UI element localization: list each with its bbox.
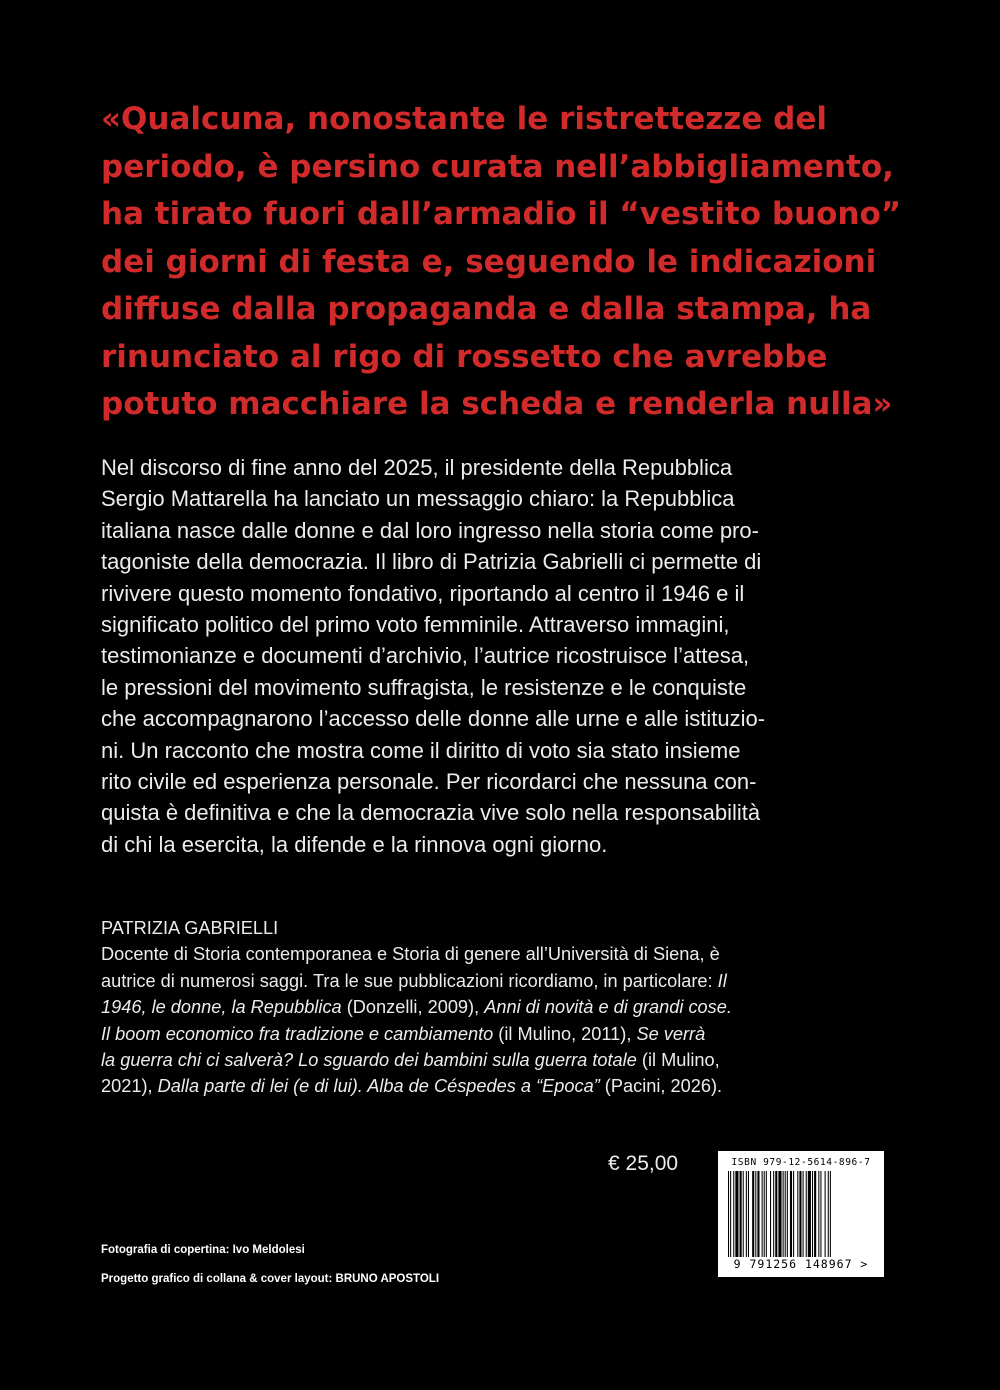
barcode-bar [799, 1171, 801, 1261]
barcode-bar [733, 1171, 734, 1261]
isbn-barcode [718, 1151, 884, 1277]
barcode-bar [830, 1171, 831, 1261]
description-line: di chi la esercita, la difende e la rinnova ogni giorno. [101, 831, 608, 857]
bio-line: 2021), Dalla parte di lei (e di lui). Alba de Céspedes a “Epoca” (Pacini, 2026). [101, 1076, 723, 1097]
bio-line: autrice di numerosi saggi. Tra le sue pubblicazioni ricordiamo, in particolare: Il [101, 970, 727, 991]
author-bio [101, 915, 901, 1100]
barcode-bar [770, 1171, 771, 1261]
bio-line: la guerra chi ci salverà? Lo sguardo dei bambini sulla guerra totale (il Mulino, [101, 1050, 720, 1071]
quote-line: «Qualcuna, nonostante le ristrettezze del [101, 101, 827, 137]
quote-line: periodo, è persino curata nell’abbigliamento, [101, 148, 894, 185]
description-line: che accompagnarono l’accesso delle donne alle urne e alle istituzio- [101, 706, 766, 732]
bio-line: 1946, le donne, la Repubblica (Donzelli, 2009), Anni di novità e di grandi cose. [101, 997, 732, 1018]
description-line: significato politico del primo voto femminile. Attraverso immagini, [101, 612, 730, 638]
barcode-bar [803, 1171, 804, 1261]
barcode-bar [728, 1171, 729, 1261]
bio-line: Docente di Storia contemporanea e Storia di genere all’Università di Siena, è [101, 944, 720, 965]
barcode-bar [740, 1171, 742, 1261]
barcode-bar [812, 1171, 813, 1261]
barcode-bar [797, 1171, 798, 1261]
description-line: rito civile ed esperienza personale. Per ricordarci che nessuna con- [101, 769, 757, 795]
quote-line: potuto macchiare la scheda e renderla nulla» [101, 386, 893, 422]
barcode-bar [762, 1171, 763, 1261]
quote-line: dei giorni di festa e, seguendo le indicazioni [101, 243, 877, 280]
description-line: italiana nasce dalle donne e dal loro ingresso nella storia come pro- [101, 517, 759, 543]
barcode-bar [755, 1171, 756, 1261]
barcode-bar [775, 1171, 777, 1261]
barcode-bar [764, 1171, 765, 1261]
barcode-bar [820, 1171, 821, 1261]
quote-line: diffuse dalla propaganda e dalla stampa, ha [101, 291, 872, 327]
description-line: Nel discorso di fine anno del 2025, il presidente della Repubblica [101, 455, 733, 480]
photo-credit: Fotografia di copertina: Ivo Meldolesi [101, 1244, 305, 1256]
description-line: rivivere questo momento fondativo, riportando al centro il 1946 e il [101, 580, 745, 606]
barcode-bar [814, 1171, 816, 1261]
barcode-bar [787, 1171, 788, 1261]
barcode-bar [783, 1171, 784, 1261]
price-label: € 25,00 [608, 1152, 679, 1175]
description-line: ni. Un racconto che mostra come il diritto di voto sia stato insieme [101, 737, 741, 763]
barcode-bar [752, 1171, 754, 1261]
barcode-bar [757, 1171, 759, 1261]
design-credit: Progetto grafico di collana & cover layout: BRUNO APOSTOLI [101, 1273, 440, 1285]
author-name: PATRIZIA GABRIELLI [101, 918, 279, 938]
barcode-bar [746, 1171, 747, 1261]
barcode-bar [743, 1171, 744, 1261]
barcode-bar [806, 1171, 807, 1261]
barcode-bar [735, 1171, 738, 1261]
barcode-bar [828, 1171, 829, 1261]
barcode-bar [793, 1171, 794, 1261]
description-line: tagoniste della democrazia. Il libro di Patrizia Gabrielli ci permette di [101, 549, 762, 575]
isbn-text: ISBN 979-12-5614-896-7 [731, 1157, 871, 1168]
barcode-bar [766, 1171, 767, 1261]
quote-line: rinunciato al rigo di rossetto che avrebbe [101, 338, 828, 375]
barcode-bar [785, 1171, 786, 1261]
description-line: Sergio Mattarella ha lanciato un messaggio chiaro: la Repubblica [101, 486, 735, 512]
description-line: quista è definitiva e che la democrazia vive solo nella responsabilità [101, 800, 761, 826]
description-line: le pressioni del movimento suffragista, le resistenze e le conquiste [101, 674, 747, 700]
bio-line: Il boom economico fra tradizione e cambiamento (il Mulino, 2011), Se verrà [101, 1023, 706, 1044]
barcode-bar [825, 1171, 826, 1261]
ean-digits: 9 791256 148967 > [718, 1257, 884, 1271]
quote-line: ha tirato fuori dall’armadio il “vestito buono” [101, 196, 902, 232]
description-line: testimonianze e documenti d’archivio, l’autrice ricostruisce l’attesa, [101, 643, 750, 669]
pull-quote [101, 96, 961, 429]
barcode-bar [778, 1171, 781, 1261]
barcode-bar [790, 1171, 792, 1261]
barcode-bar [773, 1171, 774, 1261]
barcode-bars [728, 1171, 874, 1261]
barcode-bar [748, 1171, 749, 1261]
barcode-bar [818, 1171, 819, 1261]
book-description [101, 452, 901, 860]
barcode-bar [808, 1171, 811, 1261]
barcode-bar [730, 1171, 731, 1261]
